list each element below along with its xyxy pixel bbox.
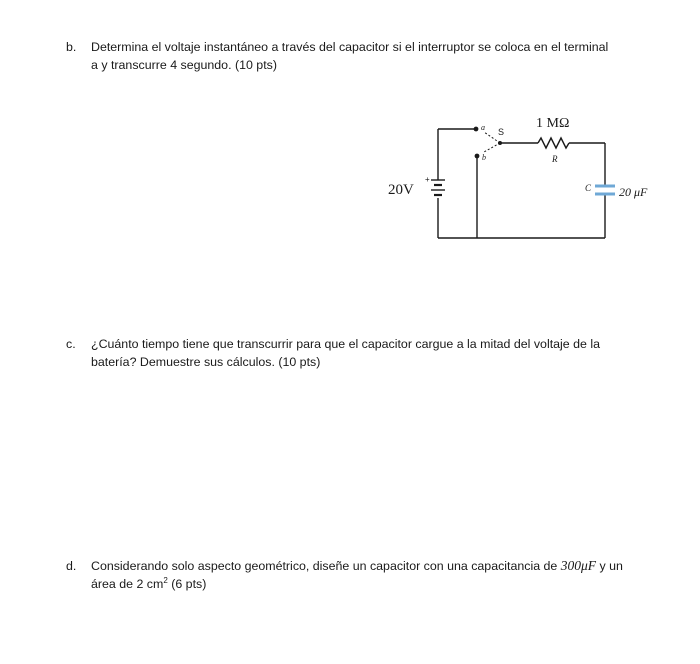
question-c-number: c. xyxy=(66,337,76,351)
question-d-line2-post: (6 pts) xyxy=(167,577,207,591)
resistor-symbol-label: R xyxy=(552,154,558,164)
question-b-line2: a y transcurre 4 segundo. (10 pts) xyxy=(91,58,277,72)
terminal-a-dot xyxy=(474,127,479,132)
question-c-line2: batería? Demuestre sus cálculos. (10 pts) xyxy=(91,355,321,369)
terminal-b-dot xyxy=(475,154,480,159)
battery-plus-sign: + xyxy=(425,175,430,184)
rc-circuit-diagram xyxy=(380,108,680,248)
switch-label: S xyxy=(498,127,505,137)
switch-blade-b xyxy=(484,143,500,152)
question-c-line1: ¿Cuánto tiempo tiene que transcurrir para que el capacitor cargue a la mitad del voltaje de la xyxy=(91,337,600,351)
question-b-text xyxy=(91,38,608,74)
resistor xyxy=(538,138,569,148)
question-c-text xyxy=(91,335,600,371)
question-b-number: b. xyxy=(66,40,77,54)
question-d-line1-pre: Considerando solo aspecto geométrico, diseñe un capacitor con una capacitancia de xyxy=(91,559,561,573)
area-exponent: 2 xyxy=(163,575,168,585)
question-d-number: d. xyxy=(66,559,77,573)
terminal-b-label: b xyxy=(482,153,486,162)
question-d-line1 xyxy=(91,557,623,575)
capacitor-symbol-label: C xyxy=(585,183,592,193)
question-d-line1-post: y un xyxy=(596,559,623,573)
question-d-line2 xyxy=(91,575,623,593)
battery-symbol xyxy=(431,180,445,195)
question-d-text xyxy=(91,557,623,593)
question-b-line1: Determina el voltaje instantáneo a través del capacitor si el interruptor se coloca en el terminal xyxy=(91,40,609,54)
capacitor-symbol xyxy=(595,186,615,194)
capacitor-value-label: 20 μF xyxy=(619,185,648,199)
terminal-a-label: a xyxy=(481,123,485,132)
battery-label: 20V xyxy=(388,182,414,198)
question-d-line2-pre: área de 2 cm xyxy=(91,577,164,591)
capacitance-value: 300μF xyxy=(560,558,597,573)
switch-pivot-dot xyxy=(498,141,502,145)
resistor-value-label: 1 MΩ xyxy=(536,116,570,131)
